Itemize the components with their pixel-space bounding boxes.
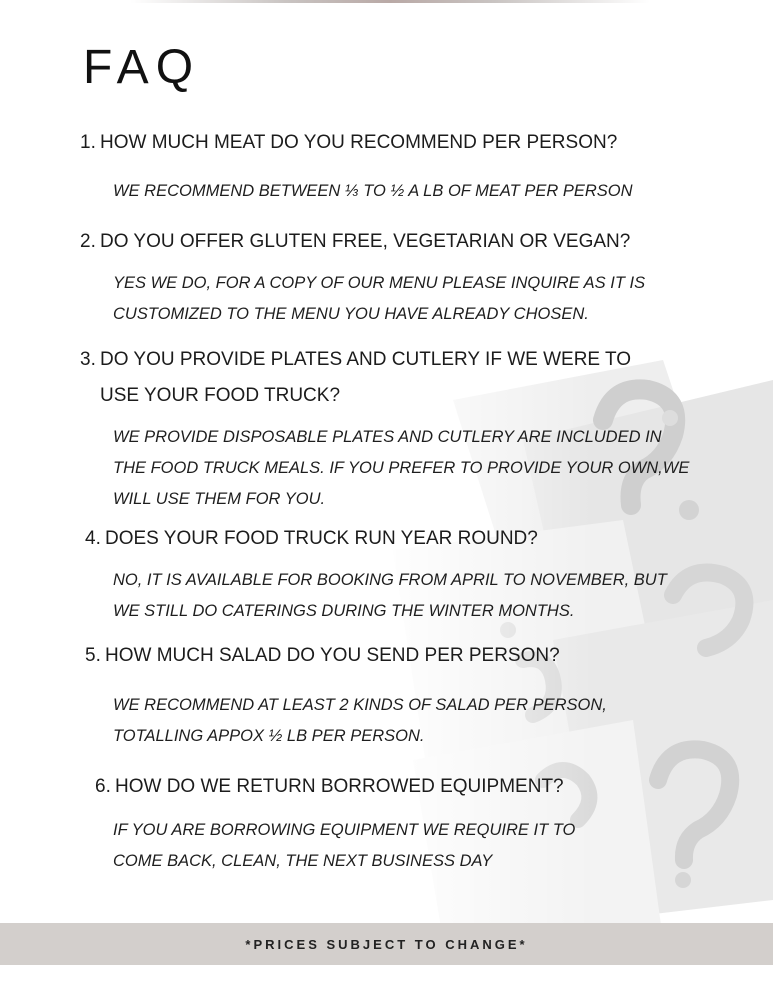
faq-question-4 [85,521,538,557]
faq-number: 6. [95,776,111,797]
faq-question-text: HOW MUCH MEAT DO YOU RECOMMEND PER PERSON? [100,132,618,153]
faq-number: 5. [85,645,101,666]
faq-question-text: HOW DO WE RETURN BORROWED EQUIPMENT? [115,776,564,797]
faq-question-text [100,342,631,414]
faq-question-line: USE YOUR FOOD TRUCK? [100,385,341,406]
faq-question-6 [95,769,564,805]
faq-number: 3. [80,349,96,370]
faq-answer-2 [113,268,713,330]
faq-question-text: DO YOU OFFER GLUTEN FREE, VEGETARIAN OR VEGAN? [100,231,631,252]
faq-answer-3 [113,422,713,515]
page-title: FAQ [83,41,201,94]
faq-answer-line: COME BACK, CLEAN, THE NEXT BUSINESS DAY [113,852,493,870]
faq-answer-1 [113,176,713,207]
faq-number: 2. [80,231,96,252]
faq-answer-line: WILL USE THEM FOR YOU. [113,490,326,508]
faq-answer-line: YES WE DO, FOR A COPY OF OUR MENU PLEASE INQUIRE AS IT IS [113,274,646,292]
faq-question-line: DO YOU PROVIDE PLATES AND CUTLERY IF WE WERE TO [100,349,632,370]
faq-answer-line: NO, IT IS AVAILABLE FOR BOOKING FROM APRIL TO NOVEMBER, BUT [113,571,667,589]
top-decorative-line [130,0,650,3]
faq-answer-line: CUSTOMIZED TO THE MENU YOU HAVE ALREADY CHOSEN. [113,305,589,323]
faq-number: 1. [80,132,96,153]
faq-answer-line: TOTALLING APPOX ½ LB PER PERSON. [113,727,425,745]
faq-question-5 [85,638,560,674]
faq-answer-5 [113,690,713,752]
faq-question-2 [80,224,630,260]
faq-number: 4. [85,528,101,549]
faq-question-3 [80,342,631,414]
faq-answer-line: WE RECOMMEND AT LEAST 2 KINDS OF SALAD PER PERSON, [113,696,607,714]
faq-answer-line: IF YOU ARE BORROWING EQUIPMENT WE REQUIRE IT TO [113,821,576,839]
faq-answer-line: WE RECOMMEND BETWEEN ⅓ TO ½ A LB OF MEAT PER PERSON [113,182,633,200]
footer-note: *PRICES SUBJECT TO CHANGE* [245,936,528,952]
faq-answer-line: WE PROVIDE DISPOSABLE PLATES AND CUTLERY ARE INCLUDED IN [113,428,662,446]
faq-answer-line: THE FOOD TRUCK MEALS. IF YOU PREFER TO PROVIDE YOUR OWN,WE [113,459,690,477]
footer-bar [0,923,773,965]
faq-question-text: HOW MUCH SALAD DO YOU SEND PER PERSON? [105,645,560,666]
faq-answer-line: WE STILL DO CATERINGS DURING THE WINTER MONTHS. [113,602,575,620]
faq-question-1 [80,125,617,161]
faq-answer-4 [113,565,713,627]
faq-question-text: DOES YOUR FOOD TRUCK RUN YEAR ROUND? [105,528,538,549]
faq-answer-6 [113,815,713,877]
